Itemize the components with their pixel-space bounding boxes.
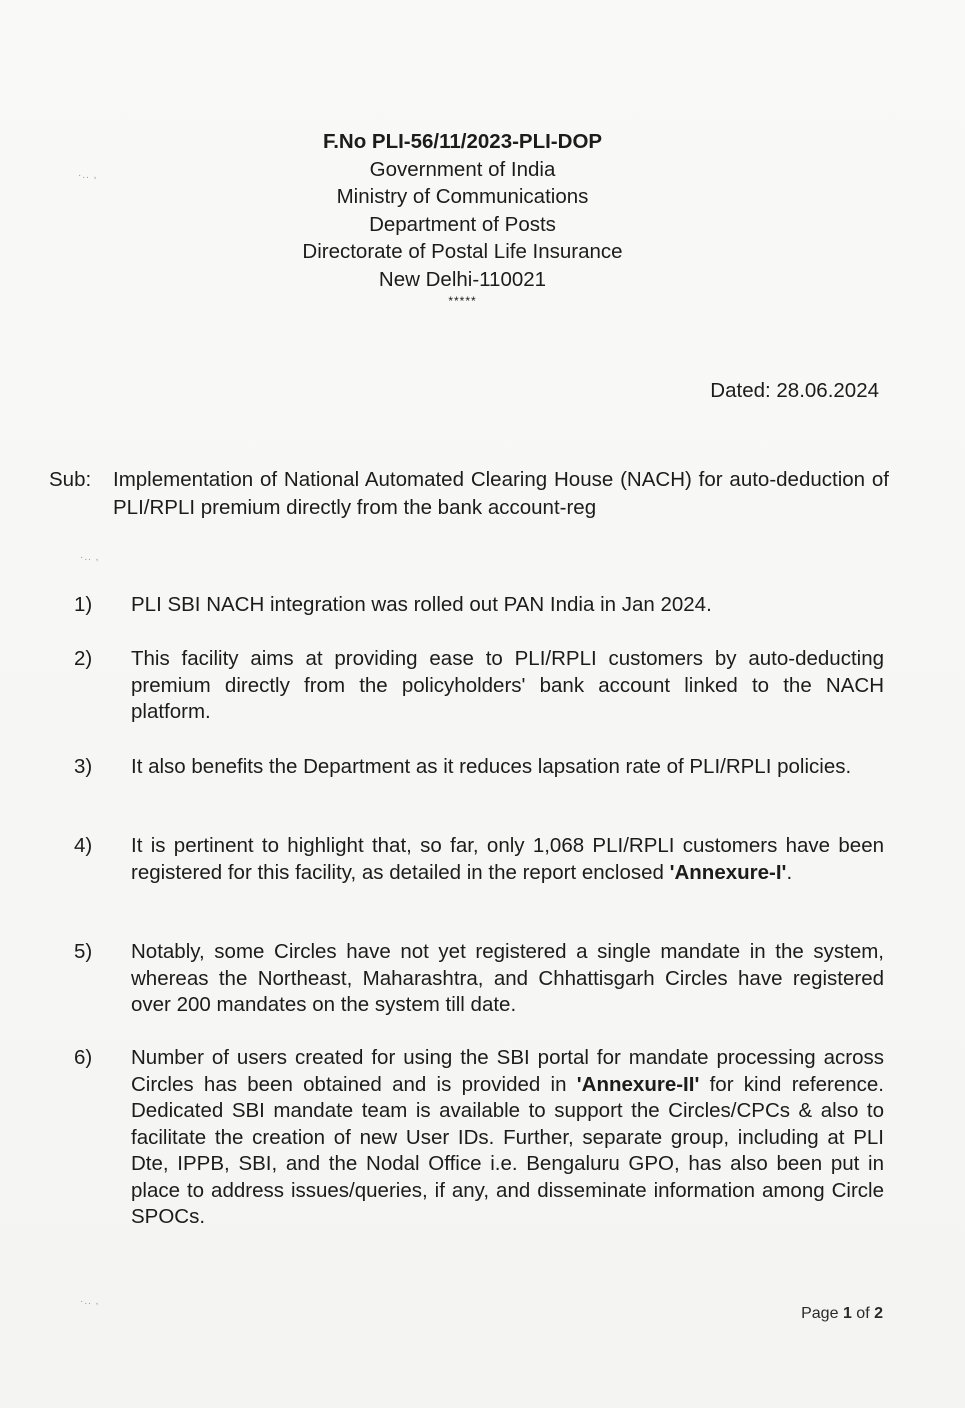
paragraph-number: 3) bbox=[74, 755, 93, 778]
address-line: New Delhi-110021 bbox=[378, 267, 547, 291]
ministry-line: Ministry of Communications bbox=[336, 185, 589, 208]
paragraph-number: 5) bbox=[74, 940, 93, 963]
paragraph-number: 2) bbox=[74, 647, 93, 670]
paragraph-text-part: for kind reference. Dedicated SBI mandate team is available to support the Circles/CPCs & also to facilitate the creation of new User IDs. Further, separate group, including at PLI Dte, IPPB, SBI, and the Nodal Office i.e. Bengaluru GPO, has also been put in place to address issues/queries, if any, and disseminate information among Circle SPOCs. bbox=[131, 1072, 884, 1228]
paragraph-text bbox=[131, 833, 884, 886]
scan-speck: ·.. , bbox=[80, 1296, 100, 1307]
paragraph-number: 1) bbox=[74, 593, 93, 616]
paragraph-text: PLI SBI NACH integration was rolled out PAN India in Jan 2024. bbox=[131, 593, 712, 616]
paragraph-5 bbox=[74, 939, 884, 1019]
government-line: Government of India bbox=[369, 157, 556, 181]
paragraph-text-part: It is pertinent to highlight that, so far, only 1,068 PLI/RPLI customers have been registered for this facility, as detailed in the report enclosed bbox=[131, 834, 884, 884]
paragraph-4 bbox=[74, 833, 884, 886]
subject-block bbox=[49, 466, 889, 522]
paragraph-3 bbox=[74, 754, 884, 781]
annexure-ii-reference: 'Annexure-II' bbox=[576, 1072, 700, 1096]
paragraph-text-part: . bbox=[786, 860, 793, 884]
of-word: of bbox=[856, 1305, 870, 1322]
current-page: 1 bbox=[842, 1305, 852, 1322]
paragraph-text-part: Number of users created for using the SBI portal for mandate processing across Circles has been obtained and is provided in bbox=[131, 1046, 884, 1096]
paragraph-text: This facility aims at providing ease to PLI/RPLI customers by auto-deducting premium directly from the policyholders' bank account linked to the NACH platform. bbox=[131, 647, 884, 723]
page-word: Page bbox=[801, 1305, 839, 1322]
paragraph-2 bbox=[74, 646, 884, 726]
total-pages: 2 bbox=[874, 1305, 883, 1322]
date-line: Dated: 28.06.2024 bbox=[710, 379, 879, 402]
paragraph-text: Notably, some Circles have not yet registered a single mandate in the system, whereas the Northeast, Maharashtra, and Chhattisgarh Circles have registered over 200 mandates on the system till date. bbox=[131, 940, 884, 1016]
paragraph-number: 6) bbox=[74, 1046, 93, 1069]
letterhead bbox=[180, 128, 745, 307]
paragraph-1 bbox=[74, 592, 884, 619]
paragraph-text: It also benefits the Department as it reduces lapsation rate of PLI/RPLI policies. bbox=[131, 755, 852, 778]
header-separator: ***** bbox=[448, 294, 477, 308]
paragraph-6 bbox=[74, 1045, 884, 1231]
paragraph-text bbox=[131, 1045, 884, 1231]
subject-label: Sub: bbox=[49, 468, 92, 491]
department-line: Department of Posts bbox=[369, 212, 556, 236]
page-indicator bbox=[801, 1305, 883, 1323]
annexure-i-reference: 'Annexure-I' bbox=[669, 860, 787, 884]
directorate-line: Directorate of Postal Life Insurance bbox=[302, 240, 623, 263]
file-number: F.No PLI-56/11/2023-PLI-DOP bbox=[322, 130, 603, 153]
scan-speck: ·.. , bbox=[80, 552, 100, 563]
scan-speck: ·.. , bbox=[78, 170, 98, 181]
paragraph-number: 4) bbox=[74, 834, 93, 857]
subject-text: Implementation of National Automated Clearing House (NACH) for auto-deduction of PLI/RPLI premium directly from the bank account-reg bbox=[113, 468, 889, 519]
